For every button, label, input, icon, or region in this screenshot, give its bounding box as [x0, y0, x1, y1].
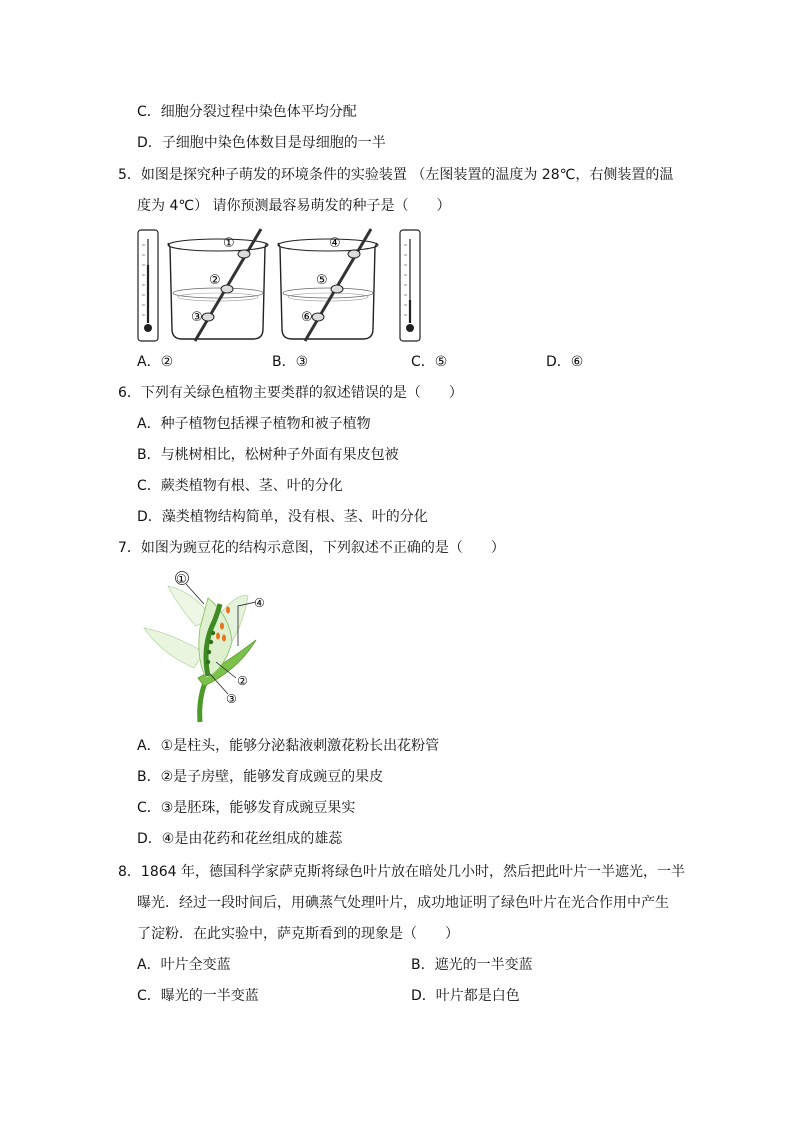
q6-option-d: D．藻类植物结构简单，没有根、茎、叶的分化	[137, 509, 428, 525]
fig5-label-2: ②	[209, 273, 221, 288]
q5-option-a: A．②	[137, 354, 174, 370]
q5-option-b: B．③	[272, 354, 309, 370]
q8-stem-line1: 8．1864 年，德国科学家萨克斯将绿色叶片放在暗处几小时，然后把此叶片一半遮光，一半	[118, 864, 685, 880]
q4-option-d: D．子细胞中染色体数目是母细胞的一半	[137, 135, 386, 151]
seed-germination-figure	[135, 225, 425, 347]
q6-option-c: C．蕨类植物有根、茎、叶的分化	[137, 478, 343, 494]
q8-option-a: A．叶片全变蓝	[137, 957, 231, 973]
pea-flower-figure	[138, 566, 278, 726]
fig5-label-6: ⑥	[301, 310, 313, 325]
fig7-label-2: ②	[237, 674, 248, 688]
fig5-label-4: ④	[329, 236, 341, 251]
thermometer-left-icon	[138, 230, 158, 341]
q6-stem: 6．下列有关绿色植物主要类群的叙述错误的是（ ）	[118, 385, 463, 401]
q8-stem-line2: 曝光．经过一段时间后，用碘蒸气处理叶片，成功地证明了绿色叶片在光合作用中产生	[137, 895, 669, 911]
thermometer-right-icon	[400, 230, 420, 341]
fig7-label-1: ①	[176, 572, 187, 586]
q8-option-d: D．叶片都是白色	[411, 988, 520, 1004]
q7-option-a: A．①是柱头，能够分泌黏液刺激花粉长出花粉管	[137, 738, 440, 754]
q5-option-d: D．⑥	[546, 354, 584, 370]
q8-stem-line3: 了淀粉．在此实验中，萨克斯看到的现象是（ ）	[137, 926, 459, 942]
q7-stem: 7．如图为豌豆花的结构示意图，下列叙述不正确的是（ ）	[118, 540, 505, 556]
q6-option-a: A．种子植物包括裸子植物和被子植物	[137, 416, 371, 432]
q5-stem-line2: 度为 4℃） 请你预测最容易萌发的种子是（ ）	[137, 198, 451, 214]
fig5-label-1: ①	[223, 236, 235, 251]
beaker-right	[278, 229, 378, 341]
q8-option-c: C．曝光的一半变蓝	[137, 988, 259, 1004]
q4-option-c: C．细胞分裂过程中染色体平均分配	[137, 104, 357, 120]
fig7-label-4: ④	[254, 596, 265, 610]
q8-option-b: B．遮光的一半变蓝	[411, 957, 533, 973]
q7-option-c: C．③是胚珠，能够发育成豌豆果实	[137, 800, 356, 816]
q7-option-d: D．④是由花药和花丝组成的雄蕊	[137, 831, 343, 847]
fig5-label-3: ③	[191, 310, 203, 325]
q6-option-b: B．与桃树相比，松树种子外面有果皮包被	[137, 447, 399, 463]
q5-option-c: C．⑤	[411, 354, 448, 370]
q5-stem-line1: 5．如图是探究种子萌发的环境条件的实验装置 （左图装置的温度为 28℃，右侧装置的温	[118, 167, 674, 183]
fig5-label-5: ⑤	[316, 273, 328, 288]
q7-option-b: B．②是子房壁，能够发育成豌豆的果皮	[137, 769, 384, 785]
fig7-label-3: ③	[226, 692, 237, 706]
